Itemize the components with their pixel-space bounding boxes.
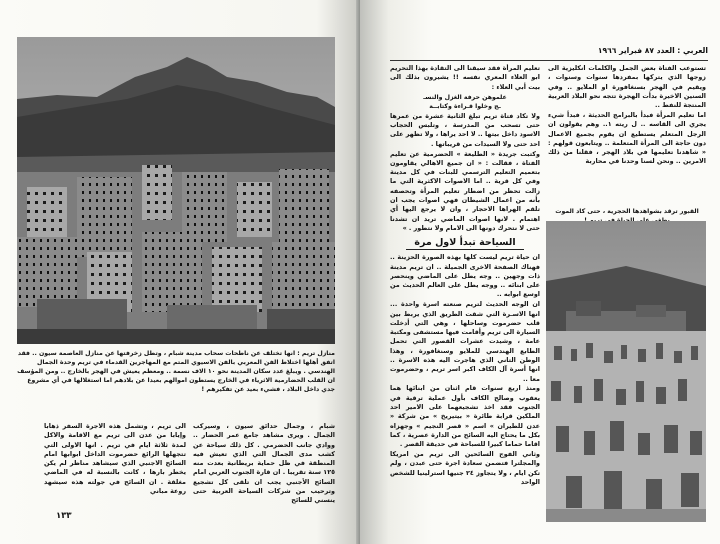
poem-line: ـج وخلوا قـراءة وكتابــة [429, 102, 501, 110]
poem-verse [390, 93, 540, 111]
paragraph: ان الوجه الحديث لتريم صنعته اسرة واحدة ... انها الاسـرة التي شقت الطريق الذي يربط بين قلب حضرموت وساحلها ، وهي التي أدخلت السيارة الى تريم وأقامت فيها مستشفى ومكتبة عامة ، وشيدت عشرات القصور التي تحمل الطابع الهندسي للملايو وسنغافورة ، وهذا الوطن التاني الذي هاجرت اليه هذه الاسرة .. انها أسرة آل الكاف اكبر اسر تريم ، وحضرموت معا .. [390, 300, 540, 383]
section-heading: السياحة تبدأ لاول مرة [406, 236, 524, 250]
page-number: ١٣٣ [56, 511, 72, 521]
left-photo-caption [17, 349, 335, 399]
cemetery-illustration [546, 221, 706, 522]
right-col-a-top [548, 64, 706, 204]
running-header: العربي : العدد ٨٧ فبراير ١٩٦٦ [597, 46, 708, 55]
paragraph: شبام ، وجمال حدائق سيون ، وسيركب الجمال . ويرى مشاهد جامع عمر الحضار .. ووادي جانب الحضرمي . كل ذلك سياحة عن كشب مدى الجمال التي الذي تعيش فيه المنطقة في ظل حماية بريطانية بعدت منه ١٢٥ سنة تقريبا . ان قارة الجنوب العربي امام السائح الأجنبي يجب ان تلقى كل تشجيع وترحيب من شركات السياحة العربية حتى ينسني للسائح [193, 422, 335, 505]
tarim-houses-photo [17, 37, 335, 344]
paragraph: اما تعليم المرأة فبدأ بالبرامج الحديثة ، فبدأ شيء يجري الى القاسه .. ل ريته ١.. وهم يقولون ان الرجل المتعلم يستطيع ان يقوم بجميع الاعمال دون حاجة الى المرأة المتعلمة .. ويتابعون قولهم : « شاهدنا تعليمها في بلاد الهجر ، فقلنا من ذلك الامرين .. ونحن لسنا وحدنا في محاربة [548, 110, 706, 166]
paragraph: ولا تكاد فتاة تريم تبلغ الثانية عشرة من عمرها حتى تسحب من المدرسة ، وتلبس الحجاب الاسود داخل بيتها .. لا احد يراها ، ولا تظهر على احد حتى ولا السيدات من قريباتها . [390, 111, 540, 148]
right-col-b [390, 64, 540, 522]
poem-line: علموهن حرفة الغزل والنسـ [423, 93, 507, 101]
left-bottom-col-left [44, 422, 186, 510]
paragraph: ومنذ اربع سنوات قام اثنان من ابنائها هما يعقوب وصالح الكاف بأول عملية ترقية في الجنوب فقد اخذ تشجيعهما على الامير احد الملكين قرابة طائرة « بيتيريخ » من شركة « عدن للطيران » اسم « قصر النجيم » وجهزاه بكل ما يحتاج اليه السائح من الدارة عصرية ، كما اقاما حماما كبيرا للسباحة في حديقة القصر . [390, 384, 540, 449]
header-rule [390, 60, 708, 61]
left-bottom-col-right [193, 422, 335, 520]
paragraph: وكتبت جريدة « الطليعة » الحضرمية عن تعليم الفتاة ، فقالت : « ان جميع الاهالي يقاومون بتعميم التعليم الترسمي للبنات في كل مدينة وفي كل قرية .. اما الاصوات الاكثرية التي ما زالت تحظر من اضطار تعليم المرأة وتحصفه بأنه من اعمال الشيطان فهي اصوات يجب ان تلقم الهراها الاحجار ، وان لا يرجع اليها أي اهتمام . لانها اصوات الماضي تريد ان تشدنا حتى لا نتحرك دونها الى الامام ولا نتطور . » [390, 149, 540, 232]
paragraph: الى تريم ، وتشمل هذه الاجرة السفر ذهابا وإيابا من عدن الى تريم مع الاقامة والاكل لمدة ثلاثة ايام في تريم . انها الاولى التي تتجهلها الرائع حضرموت الداخل ابوابها امام السائح الاجنبي الذي سيشاهد مناظر لم يكن يخطر بارها ، كانت بالنسبة له في الماضي مغلقة . ان السائح في جولته هذه سيشهد روعة مباني [44, 422, 186, 496]
cemetery-photo [546, 221, 706, 522]
paragraph: تستوعب الفتاة بعض الجمل والكلمات انكليزية الى زوجها الذي يتركها بمفردها سنوات وسنوات ، ويقيم في الهجر بسنغافورة او الملايو .. وفي السنين الاخيرة بدأت الهجرة تتجه نحو البلاد العربية المنتجة للنفط .. [548, 64, 706, 110]
paragraph: ان حياة تريم ليست كلها بهذه الصورة الحزينة .. فهناك الصفحة الاخرى الجميلة .. ان تريم مدينة ذات وجهين .. وجه يطل على الماضي وينحصر على ابنائه .. ووجه يطل على العالم الحديث من اوسع ابوابه .. [390, 253, 540, 299]
caption-text: منازل تريم : انها تختلف عن ناطحات سحاب مدينة شبام ، وتطل زخرفتها عن منازل العاصمة سيون .. فقد اتفق أهلها اختلاط الفن المعربي بالفن الاسيوي المتم مع المهاجرين القدماء في تريم وحدة الجمال الهندسي . ويبلغ عدد سكان المدينة نحو ١٠ الاف نسمة .. ومعظم يعيش في الهجر بالخارج .. ومن المؤسف ان القلب الحضارمية الاثرياء في الخارج يستطون اموالهم بعيدا عن بلادهم اما استغلالها في أي مشروع جدي داخل البلاد ، فشيء بعيد عن تفكيرهم ! [17, 350, 335, 393]
paragraph: تعليم المرأة فقد سبقنا الى التقادة بهذا التحريم ابو العلاء المعري نفسه !! يشيرون بذلك الى بيت أبي العلاء : [390, 64, 540, 91]
caption-text: القبور ترقد بشواهدها الحجرية ، حتى كاد الموت [555, 208, 699, 215]
tarim-houses-illustration [17, 37, 335, 344]
paragraph: وثاني الفوج السائحين الى تريم من امريكا والمجلترا فتضمن سعادة اجرة حتى عبدن ، ولم تكن ايام ، ولا يتجاوز ٢٤ جنيها استرلينيا للشخص الواحد [390, 449, 540, 486]
